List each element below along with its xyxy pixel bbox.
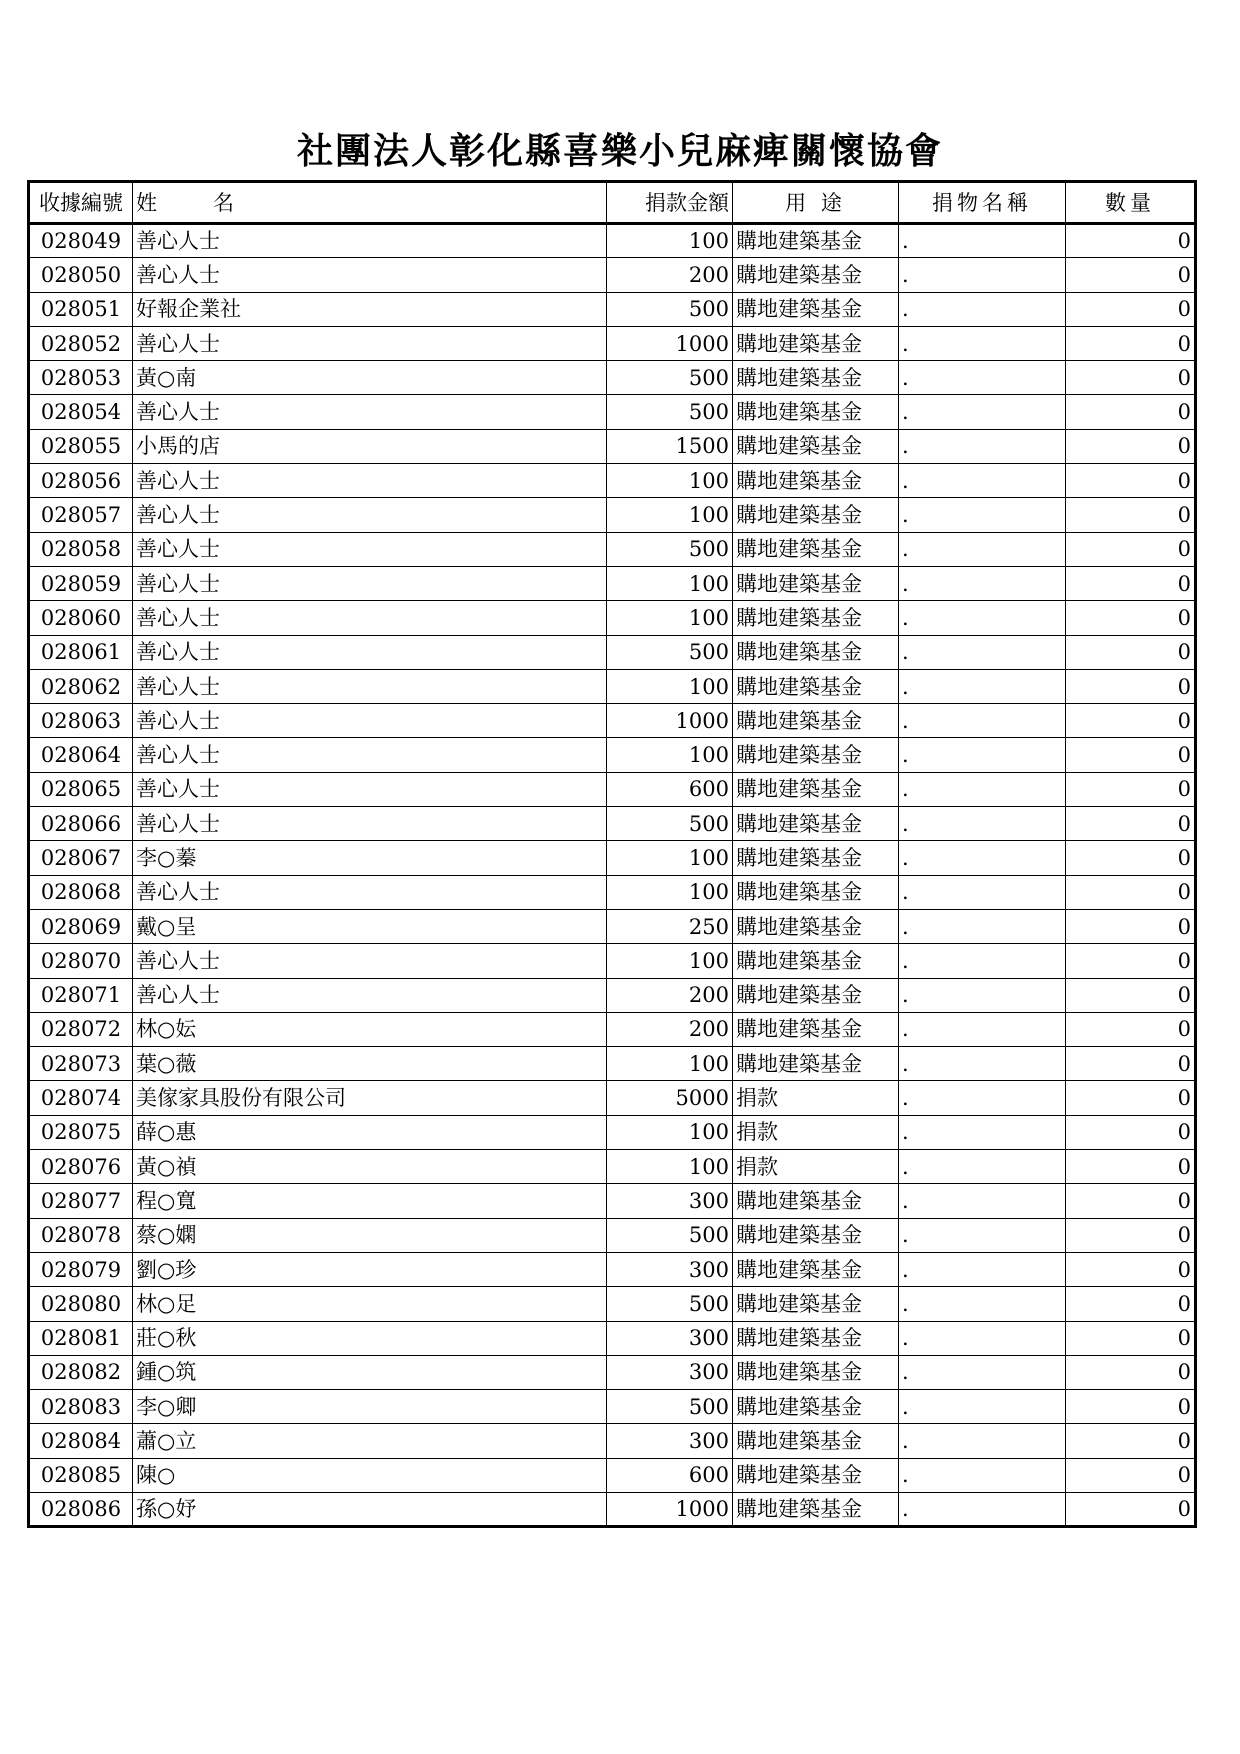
item-name-cell: . [899, 532, 1066, 566]
item-name-cell: . [899, 1150, 1066, 1184]
purpose-cell: 購地建築基金 [733, 875, 899, 909]
table-row [29, 1355, 1196, 1389]
receipt-no-cell: 028052 [29, 326, 133, 360]
receipt-no-cell: 028065 [29, 772, 133, 806]
amount-cell: 1000 [607, 1492, 733, 1526]
item-name-cell: . [899, 1424, 1066, 1458]
receipt-no-cell: 028072 [29, 1012, 133, 1046]
donor-name-cell: 善心人士 [133, 258, 607, 292]
table-row [29, 1150, 1196, 1184]
header-amount: 捐款金額 [607, 182, 733, 224]
receipt-no-cell: 028085 [29, 1458, 133, 1492]
table-row [29, 669, 1196, 703]
donor-name-cell: 善心人士 [133, 635, 607, 669]
table-row [29, 1390, 1196, 1424]
amount-cell: 500 [607, 361, 733, 395]
amount-cell: 200 [607, 1012, 733, 1046]
receipt-no-cell: 028059 [29, 566, 133, 600]
quantity-cell: 0 [1066, 292, 1196, 326]
donor-name-cell: 葉○薇 [133, 1047, 607, 1081]
item-name-cell: . [899, 772, 1066, 806]
amount-cell: 100 [607, 875, 733, 909]
purpose-cell: 購地建築基金 [733, 429, 899, 463]
receipt-no-cell: 028054 [29, 395, 133, 429]
header-name [133, 182, 607, 224]
quantity-cell: 0 [1066, 1115, 1196, 1149]
table-row [29, 361, 1196, 395]
table-row [29, 258, 1196, 292]
receipt-no-cell: 028071 [29, 978, 133, 1012]
donor-name-cell: 善心人士 [133, 978, 607, 1012]
table-row [29, 601, 1196, 635]
purpose-cell: 購地建築基金 [733, 1252, 899, 1286]
amount-cell: 300 [607, 1424, 733, 1458]
header-name-second: 名 [213, 190, 234, 215]
amount-cell: 500 [607, 395, 733, 429]
quantity-cell: 0 [1066, 978, 1196, 1012]
quantity-cell: 0 [1066, 704, 1196, 738]
table-body [29, 224, 1196, 1527]
item-name-cell: . [899, 1218, 1066, 1252]
purpose-cell: 購地建築基金 [733, 601, 899, 635]
receipt-no-cell: 028055 [29, 429, 133, 463]
item-name-cell: . [899, 875, 1066, 909]
donation-table [27, 180, 1197, 1528]
receipt-no-cell: 028060 [29, 601, 133, 635]
quantity-cell: 0 [1066, 1424, 1196, 1458]
quantity-cell: 0 [1066, 1012, 1196, 1046]
donor-name-cell: 陳○ [133, 1458, 607, 1492]
table-row [29, 1287, 1196, 1321]
item-name-cell: . [899, 1184, 1066, 1218]
purpose-cell: 購地建築基金 [733, 1458, 899, 1492]
amount-cell: 250 [607, 909, 733, 943]
quantity-cell: 0 [1066, 532, 1196, 566]
table-row [29, 566, 1196, 600]
donor-name-cell: 善心人士 [133, 498, 607, 532]
item-name-cell: . [899, 807, 1066, 841]
quantity-cell: 0 [1066, 1184, 1196, 1218]
purpose-cell: 購地建築基金 [733, 395, 899, 429]
receipt-no-cell: 028070 [29, 944, 133, 978]
amount-cell: 100 [607, 566, 733, 600]
table-row [29, 978, 1196, 1012]
quantity-cell: 0 [1066, 601, 1196, 635]
donor-name-cell: 小馬的店 [133, 429, 607, 463]
item-name-cell: . [899, 669, 1066, 703]
amount-cell: 500 [607, 1218, 733, 1252]
purpose-cell: 購地建築基金 [733, 1047, 899, 1081]
header-item-name: 捐物名稱 [899, 182, 1066, 224]
quantity-cell: 0 [1066, 1390, 1196, 1424]
item-name-cell: . [899, 1047, 1066, 1081]
purpose-cell: 購地建築基金 [733, 1492, 899, 1526]
receipt-no-cell: 028073 [29, 1047, 133, 1081]
item-name-cell: . [899, 224, 1066, 258]
purpose-cell: 購地建築基金 [733, 326, 899, 360]
table-row [29, 326, 1196, 360]
purpose-cell: 購地建築基金 [733, 1218, 899, 1252]
amount-cell: 100 [607, 464, 733, 498]
donor-name-cell: 美傢家具股份有限公司 [133, 1081, 607, 1115]
header-receipt-no: 收據編號 [29, 182, 133, 224]
item-name-cell: . [899, 395, 1066, 429]
donor-name-cell: 黃○南 [133, 361, 607, 395]
donor-name-cell: 善心人士 [133, 532, 607, 566]
receipt-no-cell: 028051 [29, 292, 133, 326]
receipt-no-cell: 028084 [29, 1424, 133, 1458]
donor-name-cell: 善心人士 [133, 944, 607, 978]
donor-name-cell: 薛○惠 [133, 1115, 607, 1149]
donor-name-cell: 善心人士 [133, 772, 607, 806]
purpose-cell: 購地建築基金 [733, 1184, 899, 1218]
receipt-no-cell: 028083 [29, 1390, 133, 1424]
purpose-cell: 購地建築基金 [733, 635, 899, 669]
purpose-cell: 購地建築基金 [733, 909, 899, 943]
donor-name-cell: 善心人士 [133, 395, 607, 429]
amount-cell: 100 [607, 1115, 733, 1149]
table-row [29, 1492, 1196, 1526]
quantity-cell: 0 [1066, 772, 1196, 806]
table-row [29, 1012, 1196, 1046]
donor-name-cell: 林○妘 [133, 1012, 607, 1046]
quantity-cell: 0 [1066, 361, 1196, 395]
amount-cell: 100 [607, 944, 733, 978]
receipt-no-cell: 028068 [29, 875, 133, 909]
amount-cell: 500 [607, 1287, 733, 1321]
item-name-cell: . [899, 1390, 1066, 1424]
receipt-no-cell: 028063 [29, 704, 133, 738]
document-title: 社團法人彰化縣喜樂小兒麻痺關懷協會 [296, 130, 943, 172]
item-name-cell: . [899, 258, 1066, 292]
receipt-no-cell: 028058 [29, 532, 133, 566]
quantity-cell: 0 [1066, 1492, 1196, 1526]
amount-cell: 200 [607, 978, 733, 1012]
item-name-cell: . [899, 1355, 1066, 1389]
purpose-cell: 購地建築基金 [733, 532, 899, 566]
table-row [29, 704, 1196, 738]
table-row [29, 1252, 1196, 1286]
purpose-cell: 購地建築基金 [733, 292, 899, 326]
purpose-cell: 購地建築基金 [733, 1390, 899, 1424]
donor-name-cell: 戴○呈 [133, 909, 607, 943]
amount-cell: 500 [607, 807, 733, 841]
receipt-no-cell: 028075 [29, 1115, 133, 1149]
quantity-cell: 0 [1066, 566, 1196, 600]
donor-name-cell: 劉○珍 [133, 1252, 607, 1286]
purpose-cell: 購地建築基金 [733, 1355, 899, 1389]
amount-cell: 1000 [607, 704, 733, 738]
purpose-cell: 購地建築基金 [733, 566, 899, 600]
purpose-cell: 購地建築基金 [733, 772, 899, 806]
quantity-cell: 0 [1066, 1150, 1196, 1184]
item-name-cell: . [899, 944, 1066, 978]
quantity-cell: 0 [1066, 326, 1196, 360]
quantity-cell: 0 [1066, 635, 1196, 669]
table-row [29, 464, 1196, 498]
item-name-cell: . [899, 704, 1066, 738]
donor-name-cell: 善心人士 [133, 704, 607, 738]
receipt-no-cell: 028067 [29, 841, 133, 875]
amount-cell: 500 [607, 532, 733, 566]
item-name-cell: . [899, 498, 1066, 532]
table-row [29, 841, 1196, 875]
amount-cell: 100 [607, 1047, 733, 1081]
donor-name-cell: 善心人士 [133, 738, 607, 772]
quantity-cell: 0 [1066, 464, 1196, 498]
amount-cell: 500 [607, 635, 733, 669]
item-name-cell: . [899, 601, 1066, 635]
purpose-cell: 購地建築基金 [733, 1424, 899, 1458]
quantity-cell: 0 [1066, 875, 1196, 909]
purpose-cell: 購地建築基金 [733, 807, 899, 841]
amount-cell: 600 [607, 772, 733, 806]
purpose-cell: 購地建築基金 [733, 498, 899, 532]
item-name-cell: . [899, 1458, 1066, 1492]
amount-cell: 100 [607, 669, 733, 703]
header-purpose: 用 途 [733, 182, 899, 224]
item-name-cell: . [899, 566, 1066, 600]
purpose-cell: 購地建築基金 [733, 1287, 899, 1321]
purpose-cell: 購地建築基金 [733, 669, 899, 703]
receipt-no-cell: 028069 [29, 909, 133, 943]
amount-cell: 100 [607, 1150, 733, 1184]
receipt-no-cell: 028061 [29, 635, 133, 669]
amount-cell: 1000 [607, 326, 733, 360]
table-row [29, 738, 1196, 772]
receipt-no-cell: 028077 [29, 1184, 133, 1218]
quantity-cell: 0 [1066, 944, 1196, 978]
table-row [29, 1184, 1196, 1218]
donor-name-cell: 善心人士 [133, 601, 607, 635]
item-name-cell: . [899, 1287, 1066, 1321]
donor-name-cell: 善心人士 [133, 224, 607, 258]
table-row [29, 807, 1196, 841]
quantity-cell: 0 [1066, 1458, 1196, 1492]
purpose-cell: 購地建築基金 [733, 1012, 899, 1046]
amount-cell: 200 [607, 258, 733, 292]
quantity-cell: 0 [1066, 841, 1196, 875]
table-row [29, 635, 1196, 669]
table-row [29, 292, 1196, 326]
amount-cell: 500 [607, 292, 733, 326]
receipt-no-cell: 028049 [29, 224, 133, 258]
table-row [29, 498, 1196, 532]
item-name-cell: . [899, 841, 1066, 875]
receipt-no-cell: 028081 [29, 1321, 133, 1355]
item-name-cell: . [899, 292, 1066, 326]
item-name-cell: . [899, 361, 1066, 395]
item-name-cell: . [899, 909, 1066, 943]
donor-name-cell: 林○足 [133, 1287, 607, 1321]
purpose-cell: 捐款 [733, 1150, 899, 1184]
table-row [29, 429, 1196, 463]
receipt-no-cell: 028079 [29, 1252, 133, 1286]
table-row [29, 1424, 1196, 1458]
table-row [29, 875, 1196, 909]
amount-cell: 100 [607, 224, 733, 258]
table-row [29, 1047, 1196, 1081]
amount-cell: 1500 [607, 429, 733, 463]
table-row [29, 1218, 1196, 1252]
item-name-cell: . [899, 1012, 1066, 1046]
donor-name-cell: 李○卿 [133, 1390, 607, 1424]
amount-cell: 100 [607, 841, 733, 875]
table-row [29, 1115, 1196, 1149]
quantity-cell: 0 [1066, 395, 1196, 429]
item-name-cell: . [899, 1115, 1066, 1149]
purpose-cell: 捐款 [733, 1115, 899, 1149]
amount-cell: 500 [607, 1390, 733, 1424]
purpose-cell: 購地建築基金 [733, 1321, 899, 1355]
item-name-cell: . [899, 635, 1066, 669]
table-row [29, 1321, 1196, 1355]
donor-name-cell: 黃○禎 [133, 1150, 607, 1184]
purpose-cell: 購地建築基金 [733, 738, 899, 772]
table-row [29, 395, 1196, 429]
purpose-cell: 購地建築基金 [733, 841, 899, 875]
table-row [29, 532, 1196, 566]
receipt-no-cell: 028064 [29, 738, 133, 772]
purpose-cell: 購地建築基金 [733, 361, 899, 395]
donor-name-cell: 善心人士 [133, 669, 607, 703]
quantity-cell: 0 [1066, 1047, 1196, 1081]
receipt-no-cell: 028053 [29, 361, 133, 395]
quantity-cell: 0 [1066, 669, 1196, 703]
receipt-no-cell: 028057 [29, 498, 133, 532]
amount-cell: 100 [607, 738, 733, 772]
receipt-no-cell: 028080 [29, 1287, 133, 1321]
receipt-no-cell: 028076 [29, 1150, 133, 1184]
item-name-cell: . [899, 464, 1066, 498]
receipt-no-cell: 028062 [29, 669, 133, 703]
item-name-cell: . [899, 326, 1066, 360]
donor-name-cell: 莊○秋 [133, 1321, 607, 1355]
donor-name-cell: 善心人士 [133, 326, 607, 360]
quantity-cell: 0 [1066, 1287, 1196, 1321]
quantity-cell: 0 [1066, 909, 1196, 943]
donor-name-cell: 蕭○立 [133, 1424, 607, 1458]
receipt-no-cell: 028066 [29, 807, 133, 841]
donor-name-cell: 善心人士 [133, 807, 607, 841]
table-row [29, 909, 1196, 943]
amount-cell: 300 [607, 1355, 733, 1389]
table-row [29, 1458, 1196, 1492]
amount-cell: 300 [607, 1252, 733, 1286]
quantity-cell: 0 [1066, 807, 1196, 841]
quantity-cell: 0 [1066, 738, 1196, 772]
donor-name-cell: 程○寬 [133, 1184, 607, 1218]
quantity-cell: 0 [1066, 1355, 1196, 1389]
header-row [29, 182, 1196, 224]
amount-cell: 300 [607, 1184, 733, 1218]
receipt-no-cell: 028078 [29, 1218, 133, 1252]
purpose-cell: 捐款 [733, 1081, 899, 1115]
donor-name-cell: 孫○妤 [133, 1492, 607, 1526]
purpose-cell: 購地建築基金 [733, 258, 899, 292]
quantity-cell: 0 [1066, 429, 1196, 463]
purpose-cell: 購地建築基金 [733, 978, 899, 1012]
quantity-cell: 0 [1066, 258, 1196, 292]
donor-name-cell: 李○蓁 [133, 841, 607, 875]
quantity-cell: 0 [1066, 498, 1196, 532]
donor-name-cell: 善心人士 [133, 875, 607, 909]
donor-name-cell: 善心人士 [133, 464, 607, 498]
table-row [29, 1081, 1196, 1115]
item-name-cell: . [899, 1081, 1066, 1115]
amount-cell: 600 [607, 1458, 733, 1492]
item-name-cell: . [899, 1492, 1066, 1526]
item-name-cell: . [899, 429, 1066, 463]
amount-cell: 100 [607, 498, 733, 532]
receipt-no-cell: 028050 [29, 258, 133, 292]
quantity-cell: 0 [1066, 1218, 1196, 1252]
table-row [29, 224, 1196, 258]
purpose-cell: 購地建築基金 [733, 224, 899, 258]
receipt-no-cell: 028082 [29, 1355, 133, 1389]
item-name-cell: . [899, 1321, 1066, 1355]
header-quantity: 數量 [1066, 182, 1196, 224]
donor-name-cell: 蔡○嫻 [133, 1218, 607, 1252]
header-name-first: 姓 [136, 190, 157, 215]
quantity-cell: 0 [1066, 224, 1196, 258]
amount-cell: 100 [607, 601, 733, 635]
receipt-no-cell: 028056 [29, 464, 133, 498]
table-header [29, 182, 1196, 224]
item-name-cell: . [899, 1252, 1066, 1286]
receipt-no-cell: 028086 [29, 1492, 133, 1526]
purpose-cell: 購地建築基金 [733, 704, 899, 738]
item-name-cell: . [899, 738, 1066, 772]
donor-name-cell: 鍾○筑 [133, 1355, 607, 1389]
quantity-cell: 0 [1066, 1081, 1196, 1115]
purpose-cell: 購地建築基金 [733, 464, 899, 498]
quantity-cell: 0 [1066, 1321, 1196, 1355]
donor-name-cell: 善心人士 [133, 566, 607, 600]
table-row [29, 772, 1196, 806]
quantity-cell: 0 [1066, 1252, 1196, 1286]
receipt-no-cell: 028074 [29, 1081, 133, 1115]
purpose-cell: 購地建築基金 [733, 944, 899, 978]
table-row [29, 944, 1196, 978]
amount-cell: 5000 [607, 1081, 733, 1115]
donor-name-cell: 好報企業社 [133, 292, 607, 326]
amount-cell: 300 [607, 1321, 733, 1355]
item-name-cell: . [899, 978, 1066, 1012]
